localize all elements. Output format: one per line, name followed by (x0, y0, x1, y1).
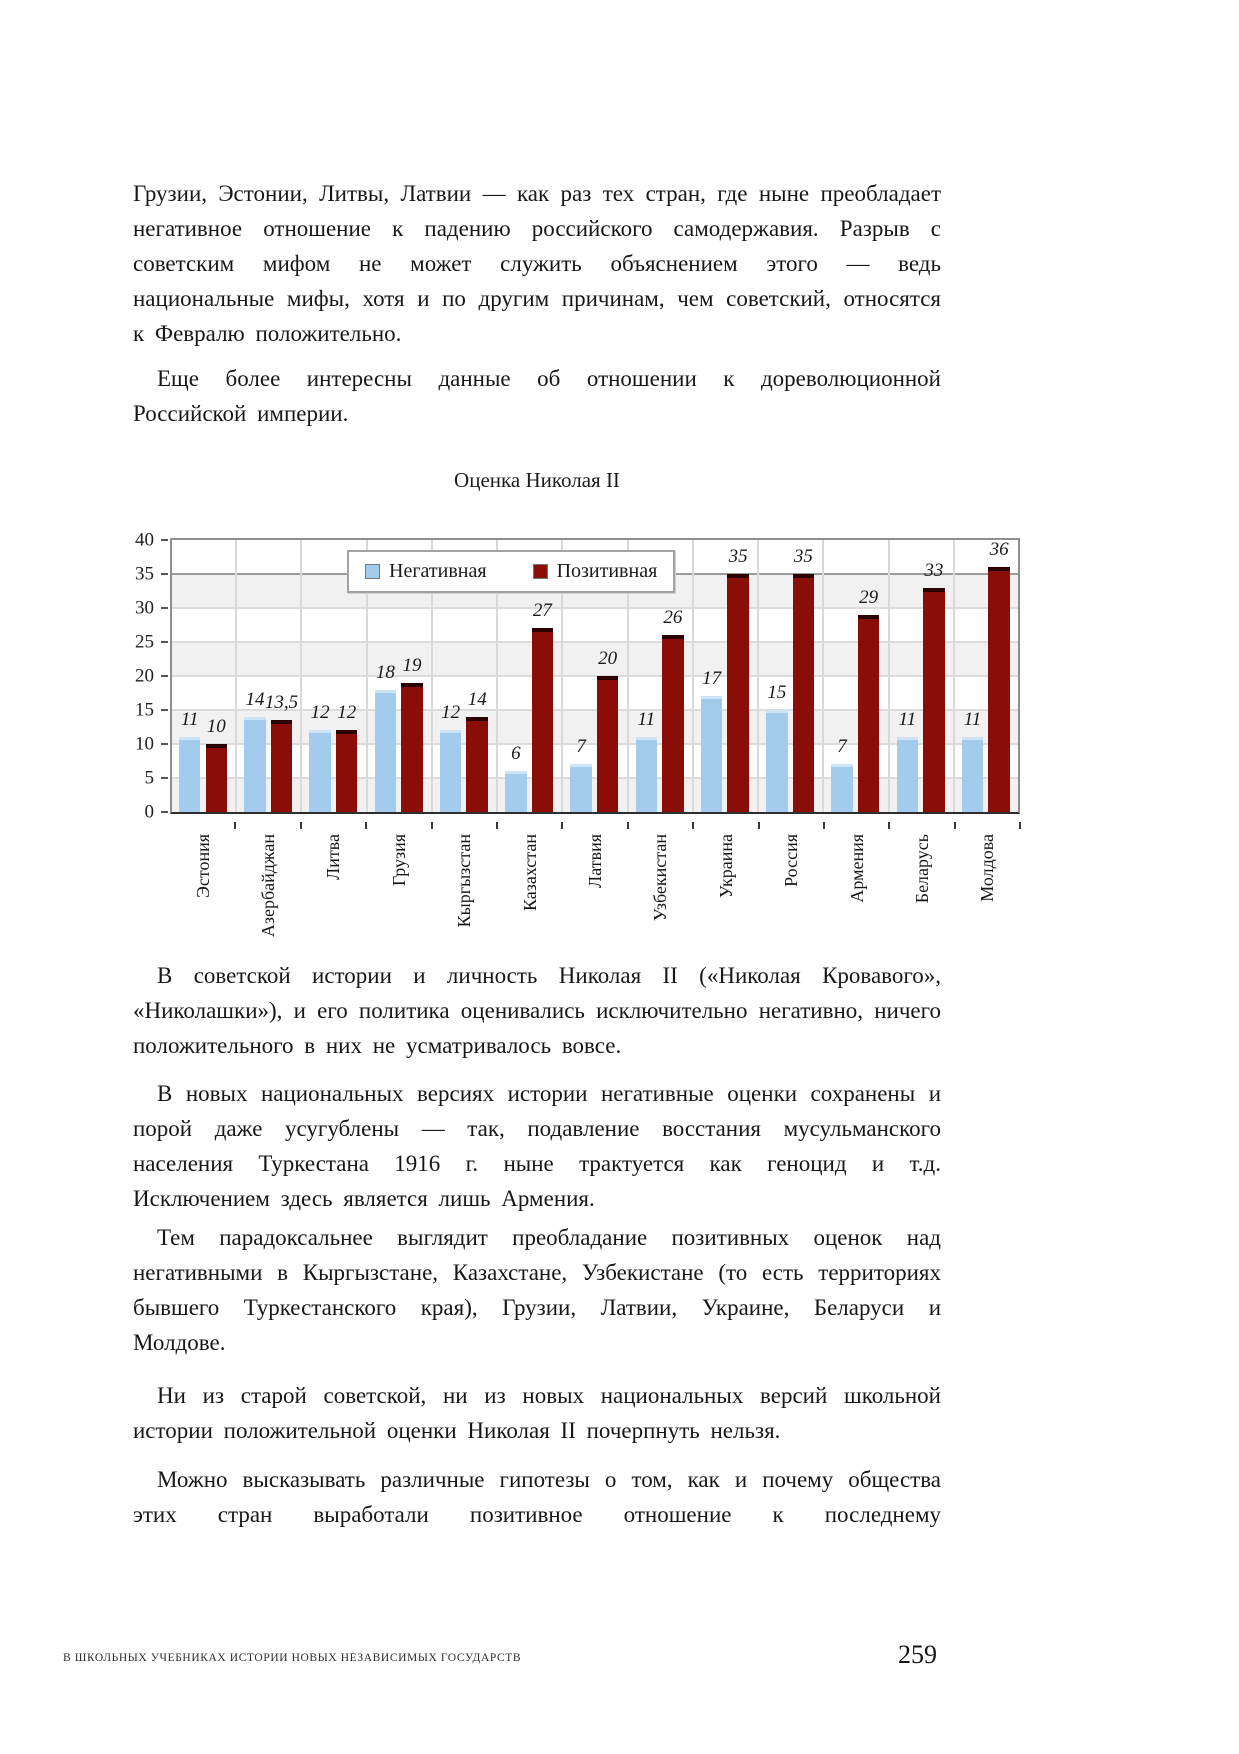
x-axis-cell (628, 822, 693, 944)
bar-positive (597, 676, 618, 812)
y-axis-tick-label: 10 (135, 733, 154, 755)
x-axis-category-label: Кыргызстан (454, 834, 475, 928)
bar-negative (244, 717, 265, 812)
legend (347, 550, 675, 593)
bar-positive (727, 574, 748, 812)
x-axis-category-label: Эстония (192, 834, 213, 899)
y-axis-tick-label: 40 (135, 529, 154, 551)
bar-negative (831, 764, 852, 812)
bar-group (172, 540, 237, 812)
x-axis-cell (301, 822, 366, 944)
bar-positive (662, 635, 683, 812)
bar-positive (923, 588, 944, 812)
x-axis-cell (889, 822, 954, 944)
bar-value-label: 36 (989, 539, 1009, 561)
bar-positive (206, 744, 227, 812)
bar-group (955, 540, 1018, 812)
y-axis-tick-label: 35 (135, 563, 154, 585)
x-axis-category-label: Россия (781, 834, 802, 887)
bar-value-label: 20 (598, 648, 618, 669)
bar-group (824, 540, 889, 812)
legend-label-positive: Позитивная (556, 560, 658, 582)
bar-value-label: 27 (532, 600, 552, 622)
bar-negative (701, 696, 722, 812)
bar-positive (858, 615, 879, 812)
x-axis-cell (824, 822, 889, 944)
bar-value-label: 14 (245, 688, 265, 710)
y-axis-tick (161, 811, 168, 813)
paragraph-7: Можно высказывать различные гипотезы о том, как и почему общества этих стран выработали позитивное отношение к последнему (133, 1467, 941, 1527)
x-axis-category-label: Украина (715, 834, 736, 899)
bar-value-label: 11 (898, 709, 917, 731)
x-axis-category-label: Узбекистан (650, 834, 671, 922)
bar-value-label: 11 (637, 709, 656, 731)
bar-group (237, 540, 302, 812)
bar-value-label: 10 (206, 716, 226, 737)
x-axis-cell (562, 822, 627, 944)
x-axis-cell (497, 822, 562, 944)
x-axis-category-label: Беларусь (911, 834, 932, 904)
x-axis-cell (955, 822, 1020, 944)
bar-group (890, 540, 955, 812)
y-axis-tick (161, 675, 168, 677)
paragraph-2: Еще более интересны данные об отношении к дореволюционной Российской империи. (133, 366, 941, 426)
legend-item-positive (533, 560, 658, 583)
bar-positive (988, 567, 1009, 812)
page-number: 259 (898, 1640, 937, 1669)
x-axis-cell (235, 822, 300, 944)
bar-negative (505, 771, 526, 812)
bar-negative (309, 730, 330, 812)
bar-value-label: 7 (837, 736, 847, 758)
bar-value-label: 17 (702, 668, 722, 690)
bar-value-label: 26 (663, 607, 683, 629)
y-axis-tick-label: 20 (135, 665, 154, 687)
legend-swatch-negative (365, 564, 380, 579)
bar-value-label: 15 (767, 682, 787, 703)
legend-swatch-positive (533, 564, 548, 579)
chart-title: Оценка Николая II (454, 468, 620, 492)
bar-positive (466, 717, 487, 812)
bar-value-label: 13,5 (264, 692, 299, 714)
bar-group (759, 540, 824, 812)
x-axis (170, 822, 1020, 944)
bar-value-label: 18 (375, 661, 395, 683)
x-axis-tick (1019, 822, 1021, 829)
x-axis-category-label: Армения (846, 834, 867, 903)
x-axis-cell (432, 822, 497, 944)
bar-value-label: 12 (337, 702, 357, 724)
y-axis-tick (161, 573, 168, 575)
running-title: В ШКОЛЬНЫХ УЧЕБНИКАХ ИСТОРИИ НОВЫХ НЕЗАВИСИМЫХ ГОСУДАРСТВ (63, 1652, 522, 1664)
bar-negative (375, 690, 396, 812)
x-axis-cell (366, 822, 431, 944)
x-axis-cell (693, 822, 758, 944)
bar-negative (179, 737, 200, 812)
bar-negative (766, 710, 787, 812)
bar-value-label: 7 (576, 736, 586, 758)
bar-positive (401, 683, 422, 812)
legend-item-negative (365, 560, 487, 583)
y-axis-tick (161, 641, 168, 643)
y-axis-tick-label: 15 (135, 699, 154, 721)
y-axis-tick (161, 607, 168, 609)
bar-value-label: 6 (511, 743, 521, 765)
x-axis-cell (759, 822, 824, 944)
y-axis-tick (161, 777, 168, 779)
x-axis-category-label: Грузия (388, 834, 409, 887)
y-axis-tick-label: 30 (135, 597, 154, 619)
x-axis-category-label: Казахстан (519, 834, 540, 912)
x-axis-category-label: Азербайджан (258, 834, 279, 938)
bar-value-label: 35 (793, 546, 813, 567)
bar-value-label: 12 (441, 702, 461, 724)
paragraph-4: В новых национальных версиях истории негативные оценки сохранены и порой даже усугублены — так, подавление восстания мусульманского населения Туркестана 1916 г. ныне трактуется как геноцид и т.д. Исключением здесь является лишь Армения. (133, 1081, 941, 1211)
bar-negative (962, 737, 983, 812)
bar-value-label: 11 (963, 709, 982, 731)
bar-negative (570, 764, 591, 812)
y-axis-tick (161, 539, 168, 541)
legend-label-negative: Негативная (389, 560, 487, 582)
y-axis-tick-label: 0 (144, 801, 154, 823)
bar-negative (440, 730, 461, 812)
y-axis-tick-label: 25 (135, 631, 154, 653)
bar-positive (336, 730, 357, 812)
bar-value-label: 14 (467, 688, 487, 710)
bar-group (694, 540, 759, 812)
bar-value-label: 11 (180, 709, 199, 731)
paragraph-3: В советской истории и личность Николая II («Николая Кровавого», «Николашки»), и его политика оценивались исключительно негативно, ничего положительного в них не усматривалось вовсе. (133, 963, 941, 1058)
x-axis-cell (170, 822, 235, 944)
paragraph-6: Ни из старой советской, ни из новых национальных версий школьной истории положительной оценки Николая II почерпнуть нельзя. (133, 1383, 941, 1443)
bar-value-label: 29 (859, 586, 879, 608)
x-axis-category-label: Литва (323, 834, 344, 880)
bar-positive (793, 574, 814, 812)
chart-plot-area (170, 538, 1020, 814)
bar-positive (271, 720, 292, 812)
paragraph-5: Тем парадоксальнее выглядит преобладание позитивных оценок над негативными в Кыргызстане, Казахстане, Узбекистане (то есть территориях бывшего Туркестанского края), Грузии, Латвии, Украине, Беларуси и Молдове. (133, 1225, 941, 1355)
bar-value-label: 12 (310, 702, 330, 724)
y-axis-tick (161, 743, 168, 745)
y-axis-tick-label: 5 (144, 767, 154, 789)
x-axis-category-label: Молдова (977, 834, 998, 902)
bar-negative (897, 737, 918, 812)
bar-value-label: 19 (402, 654, 422, 676)
bar-value-label: 33 (924, 559, 944, 581)
y-axis (112, 529, 168, 823)
bar-positive (532, 628, 553, 812)
y-axis-tick (161, 709, 168, 711)
bar-value-label: 35 (728, 546, 748, 567)
bar-negative (636, 737, 657, 812)
paragraph-1: Грузии, Эстонии, Литвы, Латвии — как раз тех стран, где ныне преобладает негативное отношение к падению российского самодержавия. Разрыв с советским мифом не может служить объяснением этого — ведь национальные мифы, хотя и по другим причинам, чем советский, относятся к Февралю положительно. (133, 181, 941, 346)
x-axis-category-label: Латвия (585, 834, 606, 889)
